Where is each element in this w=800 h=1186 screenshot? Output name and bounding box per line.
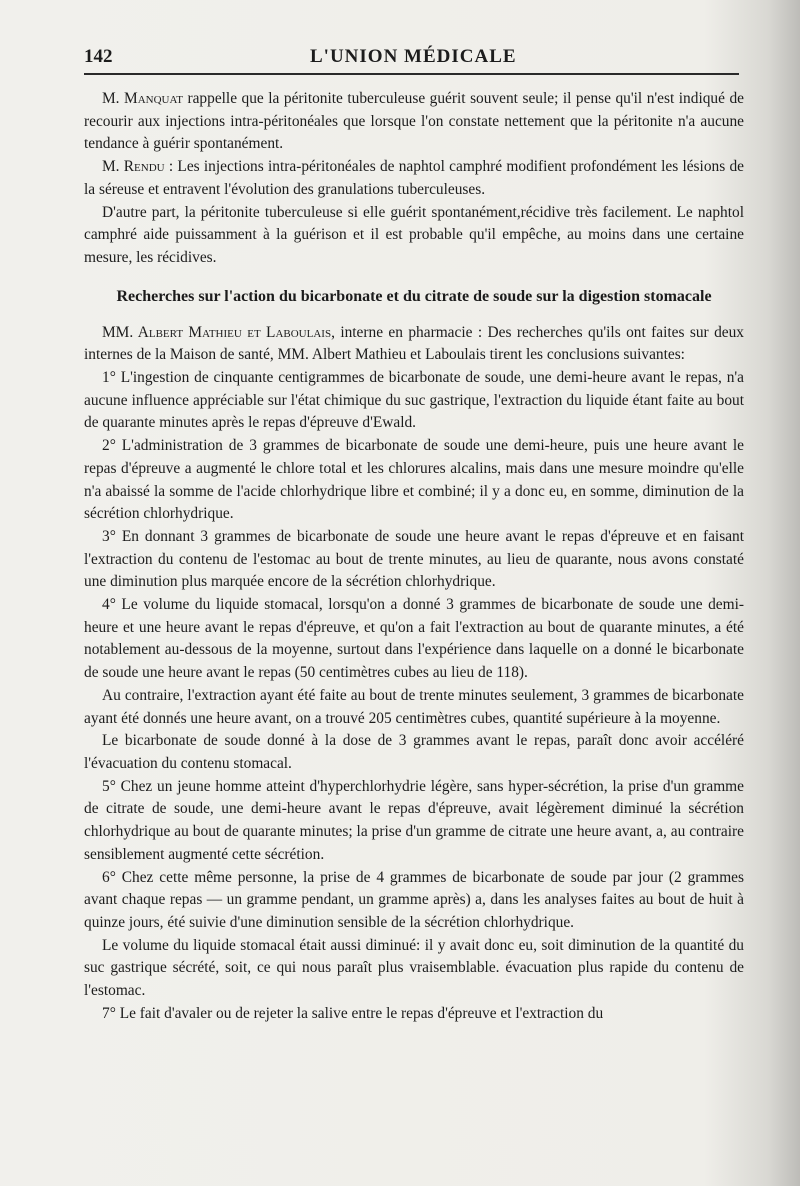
page-number: 142: [84, 46, 113, 67]
conclusion-paragraph: Le volume du liquide stomacal était aussi diminué: il y avait donc eu, soit diminution de la quantité du suc gastrique sécrété, soit, ce qui nous paraît plus vraisemblable. évacuation plus rapide du contenu de l'estomac.: [84, 936, 744, 1000]
discussion-paragraph-rendu: [84, 156, 744, 201]
conclusion-paragraph: Le bicarbonate de soude donné à la dose de 3 grammes avant le repas, paraît donc avoir accéléré l'évacuation du contenu stomacal.: [84, 732, 744, 772]
running-title: L'UNION MÉDICALE: [310, 46, 517, 67]
discussion-paragraph-continued: [84, 202, 744, 270]
intro-authors: MM. Albert Mathieu et Laboulais,: [102, 323, 335, 341]
paragraph-text: D'autre part, la péritonite tuberculeuse si elle guérit spontanément,récidive très facilement. Le naphtol camphré aide puissamment à la guérison et il est probable qu'il empêche, au moins dans une certaine mesure, les récidives.: [84, 203, 744, 266]
conclusion-paragraph: Au contraire, l'extraction ayant été faite au bout de trente minutes seulement, 3 grammes de bicarbonate ayant été donnés une heure avant, on a trouvé 205 centimètres cubes, quantité supérieure à la moyenne.: [84, 686, 744, 727]
discussion-paragraph-manquat: [84, 88, 744, 156]
conclusion-paragraph: 6° Chez cette même personne, la prise de 4 grammes de bicarbonate de soude par jour (2 grammes avant chaque repas — un gramme pendant, un gramme après) a, dans les analyses faites au bout de huit à quinze jours, été suivie d'une diminution sensible de la sécrétion chlorhydrique.: [84, 868, 744, 931]
conclusion-paragraph: 3° En donnant 3 grammes de bicarbonate de soude une heure avant le repas d'épreuve et en faisant l'extraction du contenu de l'estomac au bout de trente minutes, au lieu de quarante, nous avons constaté une diminution plus marquée encore de la sécrétion chlorhydrique.: [84, 527, 744, 591]
header-rule: [84, 73, 739, 75]
paragraph-text: Les injections intra-péritonéales de naphtol camphré modifient profondément les lésions de la séreuse et entravent l'évolution des granulations tuberculeuses.: [84, 158, 744, 198]
conclusion-paragraph: 7° Le fait d'avaler ou de rejeter la salive entre le repas d'épreuve et l'extraction du: [102, 1004, 604, 1022]
conclusion-paragraph: 4° Le volume du liquide stomacal, lorsqu'on a donné 3 grammes de bicarbonate de soude une demi-heure et une heure avant le repas d'épreuve, et qu'on a fait l'extraction au bout de quarante minutes, a été notablement au-dessous de la moyenne, surtout dans l'expérience dans laquelle on a donné le bicarbonate de soude une heure avant le repas (50 centimètres cubes au lieu de 118).: [84, 596, 744, 682]
page-header: [84, 46, 744, 72]
speaker-name: M. Rendu :: [102, 158, 174, 176]
conclusion-paragraph: 2° L'administration de 3 grammes de bicarbonate de soude une demi-heure, puis une heure avant le repas d'épreuve a augmenté le chlore total et les chlorures alcalins, mais dans une mesure moindre qu'elle n'a abaissé la somme de l'acide chlorhydrique libre et combiné; il y a donc eu, en somme, diminution de la sécrétion chlorhydrique.: [84, 437, 744, 523]
conclusion-paragraph: 1° L'ingestion de cinquante centigrammes de bicarbonate de soude, une demi-heure avant le repas, n'a aucune influence appréciable sur l'état chimique du suc gastrique, l'extraction du liquide étant faite au bout de quarante minutes après le repas d'épreuve d'Ewald.: [84, 369, 744, 432]
speaker-name: M. Manquat: [102, 90, 183, 107]
intro-text: interne en pharmacie : Des recherches qu'ils ont faites sur deux internes de la Maison de santé, MM. Albert Mathieu et Laboulais tirent les conclusions suivantes:: [84, 323, 744, 364]
paragraph-text: rappelle que la péritonite tuberculeuse guérit souvent seule; il pense qu'il n'est indiqué de recourir aux injections intra-péritonéales que lorsque l'on constate nettement que la péritonite n'a aucune tendance à guérir spontanément.: [84, 90, 744, 153]
section-intro: [84, 322, 744, 367]
conclusion-paragraph: 5° Chez un jeune homme atteint d'hyperchlorhydrie légère, sans hyper-sécrétion, la prise d'un gramme de citrate de soude, une demi-heure avant le repas d'épreuve, avait légèrement diminué la sécrétion chlorhydrique au bout de quarante minutes; la prise d'un gramme de citrate une heure avant, a, au contraire sensiblement augmenté cette sécrétion.: [84, 777, 744, 863]
page-body: [84, 88, 744, 1025]
section-title: Recherches sur l'action du bicarbonate et du citrate de soude sur la digestion stomacale: [116, 287, 712, 305]
